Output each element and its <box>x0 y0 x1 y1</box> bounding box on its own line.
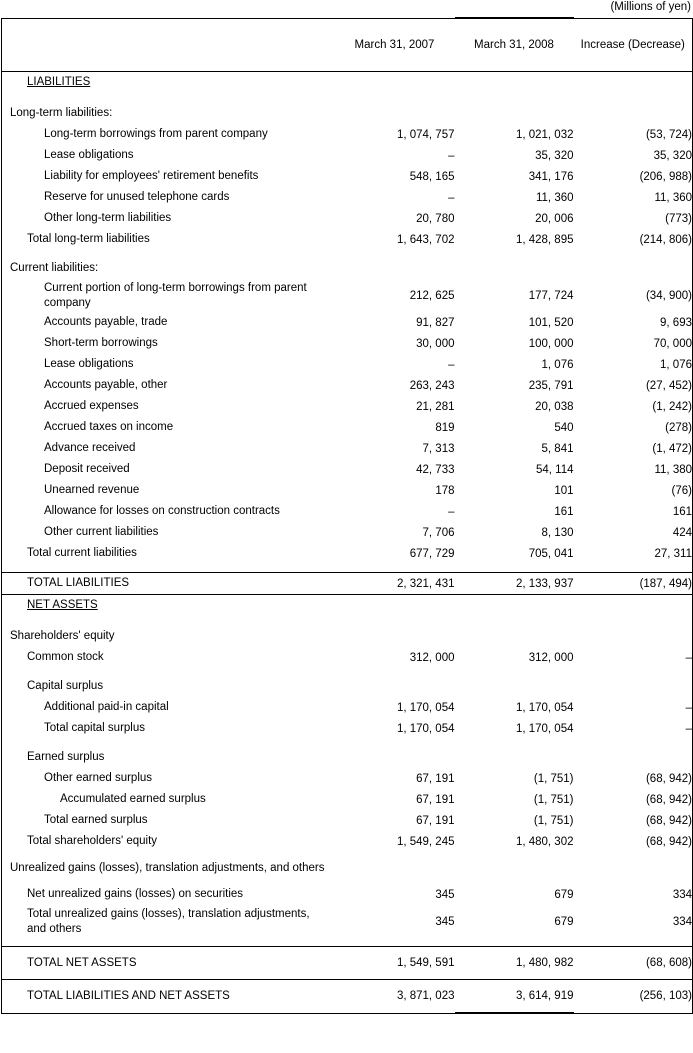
cell-2007: 677, 729 <box>409 547 455 560</box>
row-label: Accounts payable, trade <box>44 316 168 329</box>
cell-2007: – <box>448 358 455 371</box>
table-row <box>2 697 693 718</box>
spacer-row <box>2 739 693 747</box>
table-row <box>2 208 693 229</box>
cell-2007: 21, 281 <box>416 400 455 413</box>
cell-change: 334 <box>672 888 692 901</box>
table-row <box>2 438 693 459</box>
cell-change: (68, 942) <box>645 772 692 785</box>
cell-2008: 1, 480, 982 <box>455 947 574 980</box>
row-label: Common stock <box>27 651 104 664</box>
cell-2007: 67, 191 <box>416 814 455 827</box>
balance-sheet-table <box>1 17 693 1014</box>
cell-2007: – <box>448 149 455 162</box>
row-label: Lease obligations <box>44 358 134 371</box>
cell-2007: 3, 871, 023 <box>396 990 455 1003</box>
row-label: Total earned surplus <box>44 814 148 827</box>
total-liabilities-row <box>2 573 693 595</box>
cell-2008: 1, 170, 054 <box>515 722 574 735</box>
table-row <box>2 905 693 938</box>
cell-2008: 1, 428, 895 <box>515 233 574 246</box>
cell-change: 1, 076 <box>660 358 692 371</box>
cell-change: (27, 452) <box>645 379 692 392</box>
cell-2008 <box>455 258 574 279</box>
cell-2008: 8, 130 <box>541 526 574 539</box>
table-row <box>2 279 693 312</box>
column-header-label <box>2 18 335 72</box>
cell-2008: 312, 000 <box>528 651 574 664</box>
row-label: Accrued expenses <box>44 400 139 413</box>
cell-2007 <box>335 676 455 697</box>
cell-2007: 20, 780 <box>416 212 455 225</box>
column-header-change: Increase (Decrease) <box>574 18 693 72</box>
cell-change: – <box>685 701 692 714</box>
spacer-row <box>2 938 693 947</box>
cell-change <box>574 258 693 279</box>
cell-2008 <box>455 747 574 768</box>
table-row <box>2 768 693 789</box>
row-label: Total shareholders' equity <box>27 835 158 848</box>
table-row <box>2 501 693 522</box>
cell-2008: 3, 614, 919 <box>455 980 574 1014</box>
cell-change <box>574 747 693 768</box>
cell-change: (278) <box>665 421 692 434</box>
cell-2007: 345 <box>435 888 455 901</box>
row-label: Accrued taxes on income <box>44 421 174 434</box>
cell-2007: 548, 165 <box>409 170 455 183</box>
row-label: Allowance for losses on construction contracts <box>44 505 280 518</box>
row-label: Lease obligations <box>44 149 134 162</box>
cell-2007: 263, 243 <box>409 379 455 392</box>
cell-change: – <box>685 651 692 664</box>
spacer-row <box>2 564 693 573</box>
cell-change: (214, 806) <box>639 233 692 246</box>
cell-change: (68, 942) <box>645 835 692 848</box>
cell-2007: 1, 074, 757 <box>396 128 455 141</box>
row-label: Long-term liabilities: <box>10 107 113 120</box>
cell-change: 70, 000 <box>653 337 692 350</box>
cell-2007: 1, 549, 591 <box>335 947 455 980</box>
cell-2008: 679 <box>554 888 574 901</box>
cell-2007: – <box>448 505 455 518</box>
row-label: Unrealized gains (losses), translation adjustments, and others <box>10 861 325 874</box>
cell-2008: 54, 114 <box>535 463 574 476</box>
cell-change: (256, 103) <box>639 990 692 1003</box>
cell-2008: 11, 360 <box>535 191 574 204</box>
table-row <box>2 480 693 501</box>
row-label: TOTAL NET ASSETS <box>27 956 137 969</box>
row-label: Reserve for unused telephone cards <box>44 191 230 204</box>
row-label: Capital surplus <box>27 680 104 693</box>
cell-2007 <box>335 747 455 768</box>
cell-2008: 540 <box>554 421 574 434</box>
cell-2007 <box>335 103 455 124</box>
cell-change: 27, 311 <box>654 547 692 560</box>
cell-2007 <box>335 852 455 884</box>
table-row <box>2 333 693 354</box>
cell-2008 <box>455 852 574 884</box>
table-row <box>2 831 693 852</box>
cell-change: (68, 942) <box>645 793 692 806</box>
row-label: Total unrealized gains (losses), translation adjustments, and others <box>27 908 310 935</box>
cell-2007: 7, 706 <box>422 526 455 539</box>
cell-2007 <box>335 258 455 279</box>
row-label: Additional paid-in capital <box>44 701 169 714</box>
cell-change <box>574 626 693 647</box>
cell-2007: 1, 170, 054 <box>396 701 455 714</box>
row-label: Advance received <box>44 442 136 455</box>
cell-2008: 2, 133, 937 <box>455 573 574 595</box>
cell-2008: 1, 170, 054 <box>515 701 574 714</box>
units-note: (Millions of yen) <box>610 1 691 13</box>
cell-change: 161 <box>672 505 692 518</box>
row-label: Unearned revenue <box>44 484 140 497</box>
row-label: Liability for employees' retirement benefits <box>44 170 259 183</box>
row-label: Total current liabilities <box>27 547 137 560</box>
cell-2007: 1, 170, 054 <box>396 722 455 735</box>
cell-2007: 2, 321, 431 <box>335 573 455 595</box>
cell-2008: 1, 021, 032 <box>515 128 574 141</box>
table-row <box>2 258 693 279</box>
cell-change: (34, 900) <box>645 289 692 302</box>
cell-change: 35, 320 <box>653 149 692 162</box>
row-label: Long-term borrowings from parent company <box>44 128 268 141</box>
cell-2008: 101 <box>554 484 574 497</box>
cell-2008: 20, 038 <box>535 400 574 413</box>
table-body <box>2 18 693 1013</box>
cell-change: 334 <box>672 915 692 928</box>
row-label: Earned surplus <box>27 751 105 764</box>
row-label: Other current liabilities <box>44 526 159 539</box>
cell-2008: 235, 791 <box>528 379 574 392</box>
table-row <box>2 676 693 697</box>
cell-change: (1, 242) <box>652 400 692 413</box>
cell-2008: 100, 000 <box>528 337 574 350</box>
spacer-row <box>2 668 693 676</box>
row-label: TOTAL LIABILITIES AND NET ASSETS <box>27 990 230 1002</box>
cell-2007: – <box>448 191 455 204</box>
row-label: Accounts payable, other <box>44 379 168 392</box>
cell-2008: 705, 041 <box>528 547 574 560</box>
cell-2008 <box>455 626 574 647</box>
total-net-assets-row <box>2 947 693 980</box>
table-row <box>2 187 693 208</box>
cell-2008 <box>455 103 574 124</box>
cell-change: 9, 693 <box>660 316 692 329</box>
cell-2008: 20, 006 <box>535 212 574 225</box>
spacer-row <box>2 616 693 626</box>
table-row <box>2 718 693 739</box>
column-header-2008: March 31, 2008 <box>455 18 574 72</box>
liabilities-heading-text: LIABILITIES <box>27 76 91 89</box>
table-row <box>2 396 693 417</box>
cell-2007: 212, 625 <box>409 289 455 302</box>
cell-2008: 35, 320 <box>535 149 574 162</box>
column-header-2007: March 31, 2007 <box>335 18 455 72</box>
cell-change: 11, 360 <box>654 191 692 204</box>
table-row <box>2 312 693 333</box>
row-label: Current liabilities: <box>10 262 99 275</box>
cell-2008: (1, 751) <box>533 772 574 785</box>
table-row <box>2 789 693 810</box>
table-row <box>2 810 693 831</box>
row-label: Other earned surplus <box>44 772 153 785</box>
cell-change: (53, 724) <box>645 128 692 141</box>
cell-2007: 1, 643, 702 <box>396 233 455 246</box>
cell-change: (1, 472) <box>652 442 692 455</box>
table-row <box>2 103 693 124</box>
table-row <box>2 522 693 543</box>
row-label: Deposit received <box>44 463 130 476</box>
table-header-row <box>2 18 693 72</box>
cell-2008: 177, 724 <box>528 289 574 302</box>
cell-2008: 1, 076 <box>541 358 574 371</box>
table-row <box>2 375 693 396</box>
cell-2008: 679 <box>554 915 574 928</box>
table-row <box>2 354 693 375</box>
row-label: Shareholders' equity <box>10 630 115 643</box>
cell-2008: 5, 841 <box>541 442 574 455</box>
cell-2007 <box>335 626 455 647</box>
cell-2007: 312, 000 <box>409 651 455 664</box>
row-label: TOTAL LIABILITIES <box>27 577 130 590</box>
spacer-row <box>2 250 693 258</box>
cell-change: 11, 380 <box>654 463 692 476</box>
cell-change: – <box>685 722 692 735</box>
cell-2007: 345 <box>435 915 455 928</box>
cell-change <box>574 103 693 124</box>
table-row <box>2 417 693 438</box>
table-row <box>2 229 693 250</box>
cell-change: (206, 988) <box>639 170 692 183</box>
cell-2008 <box>455 676 574 697</box>
row-label: Net unrealized gains (losses) on securities <box>27 888 244 901</box>
table-row <box>2 124 693 145</box>
cell-2008: (1, 751) <box>533 814 574 827</box>
table-row <box>2 626 693 647</box>
table-row <box>2 543 693 564</box>
cell-change: (76) <box>671 484 692 497</box>
cell-2007: 7, 313 <box>422 442 455 455</box>
cell-2007: 67, 191 <box>416 772 455 785</box>
table-row <box>2 166 693 187</box>
cell-2008: (1, 751) <box>533 793 574 806</box>
cell-2008: 101, 520 <box>528 316 574 329</box>
row-label: Short-term borrowings <box>44 337 158 350</box>
row-label: Total long-term liabilities <box>27 233 150 246</box>
cell-change <box>574 852 693 884</box>
section-heading-net-assets <box>2 595 693 617</box>
cell-2008: 161 <box>554 505 574 518</box>
row-label: Other long-term liabilities <box>44 212 172 225</box>
cell-change: (68, 942) <box>645 814 692 827</box>
cell-change: 424 <box>672 526 692 539</box>
table-row <box>2 459 693 480</box>
section-heading-liabilities <box>2 72 693 94</box>
cell-2007: 42, 733 <box>416 463 455 476</box>
table-row <box>2 852 693 884</box>
total-liabilities-and-net-assets-row <box>2 980 693 1014</box>
table-row <box>2 647 693 668</box>
row-label: Current portion of long-term borrowings from parent company <box>44 282 307 309</box>
row-label: Total capital surplus <box>44 722 145 735</box>
net-assets-heading-text: NET ASSETS <box>27 599 98 612</box>
cell-change <box>574 676 693 697</box>
row-label: Accumulated earned surplus <box>60 793 206 806</box>
cell-change: (68, 608) <box>574 947 693 980</box>
cell-change: (773) <box>665 212 692 225</box>
table-row <box>2 145 693 166</box>
cell-2008: 341, 176 <box>528 170 574 183</box>
cell-2008: 1, 480, 302 <box>515 835 574 848</box>
cell-2007: 67, 191 <box>416 793 455 806</box>
cell-2007: 178 <box>435 484 455 497</box>
cell-2007: 1, 549, 245 <box>396 835 455 848</box>
cell-change: (187, 494) <box>574 573 693 595</box>
cell-2007: 30, 000 <box>416 337 455 350</box>
cell-2007: 91, 827 <box>416 316 455 329</box>
spacer-row <box>2 93 693 103</box>
table-row <box>2 884 693 905</box>
cell-2007: 819 <box>435 421 455 434</box>
table-row <box>2 747 693 768</box>
